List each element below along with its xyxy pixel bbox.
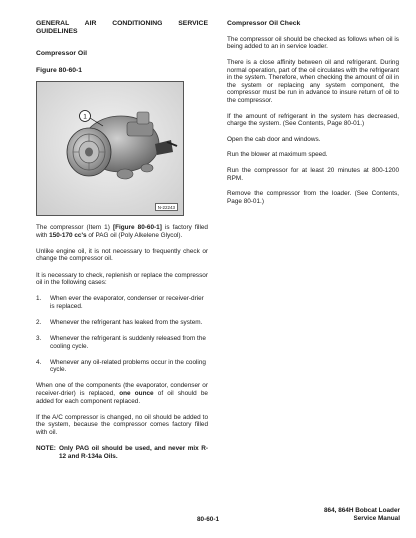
- intro-text-mid: is factory filled with: [36, 224, 208, 239]
- compressor-figure: [36, 81, 184, 216]
- list-number: 4.: [36, 358, 42, 366]
- paragraph-check-3: If the amount of refrigerant in the system has decreased, charge the system. (See Contents, Page 80-01.): [227, 112, 399, 128]
- paragraph-check-2: There is a close affinity between oil and refrigerant. During normal operation, part of the oil circulates with the refrigerant in the system. Therefore, when checking the amount of oil in the system or replacing any system component, the compressor must be run in advance to insure return of oil to the compressor.: [227, 58, 399, 104]
- intro-text: The compressor (Item 1): [36, 224, 113, 232]
- note: [36, 445, 208, 460]
- list-text: Whenever the refrigerant is suddenly released from the cooling cycle.: [50, 335, 206, 350]
- list-item: [36, 335, 208, 350]
- note-text: Only PAG oil should be used, and never mix R-12 and R-134a Oils.: [59, 444, 208, 460]
- components-amount: one ounce: [119, 390, 154, 397]
- callout-number: 1: [83, 113, 87, 121]
- figure-reference: [Figure 80-60-1]: [112, 224, 162, 232]
- components-text: When one of the components (the evaporator, condenser or receiver-drier) is replaced,: [36, 382, 208, 397]
- intro-text-end: of PAG oil (Poly Alkelene Glycol).: [86, 231, 183, 239]
- list-item: [36, 295, 208, 310]
- page-number: 80-60-1: [196, 516, 220, 523]
- paragraph-check-7: Remove the compressor from the loader. (See Contents, Page 80-01.): [227, 190, 399, 205]
- list-item: [36, 359, 208, 374]
- list-number: 3.: [36, 335, 42, 343]
- list-text: Whenever any oil-related problems occur in the cooling cycle.: [50, 358, 206, 374]
- right-column: [227, 20, 399, 213]
- list-number: 1.: [36, 295, 42, 303]
- components-text-end: of oil should be added for each component replaced.: [36, 390, 208, 405]
- list-text: Whenever the refrigerant has leaked from the system.: [50, 318, 203, 326]
- oil-amount: 150-170 cc's: [49, 231, 87, 239]
- compressor-illustration: [37, 82, 183, 215]
- paragraph-check-1: The compressor oil should be checked as follows when oil is being added to an in service loader.: [227, 35, 399, 51]
- subheading-compressor-oil: Compressor Oil: [36, 49, 87, 57]
- paragraph-unlike: Unlike engine oil, it is not necessary to frequently check or change the compressor oil.: [36, 247, 208, 263]
- paragraph-check-5: Run the blower at maximum speed.: [227, 151, 328, 159]
- note-label: NOTE:: [36, 444, 56, 452]
- paragraph-components: [36, 382, 208, 405]
- paragraph-ac-compressor: If the A/C compressor is changed, no oil should be added to the system, because the compressor comes factory filled with oil.: [36, 413, 208, 436]
- cases-list: [36, 295, 208, 374]
- list-item: [36, 319, 208, 327]
- paragraph-check-4: Open the cab door and windows.: [227, 135, 321, 143]
- list-text: When ever the evaporator, condenser or receiver-drier is replaced.: [50, 295, 204, 310]
- footer-manual-name: Service Manual: [353, 514, 400, 522]
- figure-code: N-22243: [155, 203, 178, 211]
- paragraph-intro: [36, 224, 208, 239]
- section-heading: GENERAL AIR CONDITIONING SERVICE GUIDELINES: [36, 20, 208, 35]
- list-number: 2.: [36, 318, 42, 326]
- left-column: [36, 20, 208, 469]
- paragraph-check-6: Run the compressor for at least 20 minutes at 800-1200 RPM.: [227, 166, 399, 182]
- paragraph-necessary: It is necessary to check, replenish or replace the compressor oil in the following cases:: [36, 271, 208, 287]
- footer-model-name: 864, 864H Bobcat Loader: [323, 507, 400, 514]
- figure-title: Figure 80-60-1: [36, 67, 83, 75]
- subheading-oil-check: Compressor Oil Check: [227, 20, 301, 27]
